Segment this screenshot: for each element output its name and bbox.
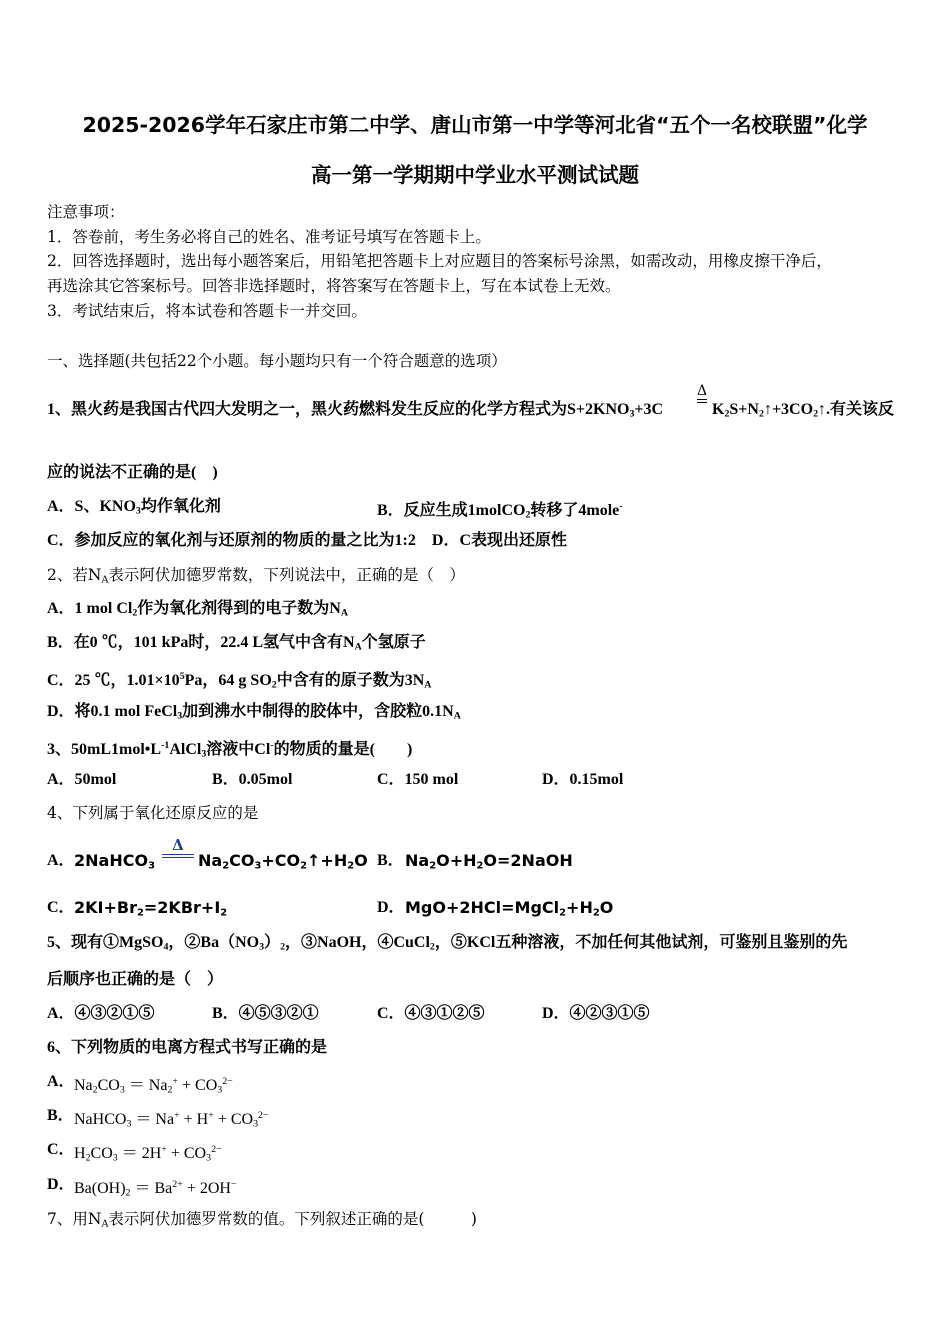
text: C．150 mol (377, 771, 459, 788)
text-cell (74, 1070, 233, 1102)
question-2-option (0, 597, 950, 621)
text-cell (47, 461, 218, 485)
text-cell (47, 1138, 75, 1162)
exam-title-line-1 (0, 110, 950, 137)
superscript: + (208, 1110, 214, 1121)
text: +CO (261, 851, 301, 870)
text: A． (47, 852, 75, 869)
text-cell (405, 849, 573, 878)
text-cell (377, 849, 404, 873)
text: ＝ Na (131, 1110, 175, 1128)
text: A．50mol (47, 771, 117, 788)
question-2-option (0, 665, 950, 689)
text-cell (47, 349, 507, 373)
subscript: 3 (254, 860, 262, 872)
text-cell (74, 1173, 237, 1205)
question-2-stem (0, 563, 950, 587)
question-6-option (0, 1070, 950, 1094)
text: 作为氧化剂得到的电子数为N (137, 600, 341, 617)
subscript: 2 (136, 907, 144, 919)
superscript: − (230, 1179, 237, 1190)
text: + 2OH (182, 1179, 231, 1197)
text: +3C (634, 401, 664, 418)
subscript: 3 (148, 860, 155, 872)
superscript: - (619, 501, 623, 512)
delta-symbol: Δ (696, 383, 708, 399)
text: 3、50mL1mol•L (47, 740, 162, 758)
text: 后顺序也正确的是（ ） (47, 971, 224, 988)
question-2-option (0, 700, 950, 724)
text: B．在0 ℃，101 kPa时，22.4 L氢气中含有N (47, 634, 355, 651)
text: ＝ Na (124, 1076, 168, 1094)
text: D．④②③①⑤ (542, 1005, 650, 1022)
text: Na (74, 1076, 93, 1094)
question-1-stem-cont (0, 461, 950, 485)
text: 2．回答选择题时，选出每小题答案后，用铅笔把答题卡上对应题目的答案标号涂黑，如需改动，用橡皮擦干净后， (47, 252, 832, 270)
text: + CO (213, 1110, 254, 1128)
text-cell (0, 110, 950, 140)
question-1-options (0, 529, 950, 553)
question-1-stem (0, 383, 950, 422)
text-cell (47, 225, 491, 249)
text-cell (212, 768, 292, 792)
text-cell (47, 529, 567, 553)
text-cell (377, 896, 405, 920)
superscript: 5 (179, 671, 185, 682)
text-cell (47, 274, 621, 298)
subscript: 2 (592, 907, 600, 919)
text-cell (47, 398, 663, 426)
subscript: 4 (163, 941, 169, 953)
section-heading (0, 349, 950, 373)
subscript: 3 (201, 748, 207, 760)
text: O (354, 851, 368, 870)
text-cell (47, 896, 75, 920)
text-cell (542, 768, 623, 792)
text-cell (212, 1002, 319, 1026)
question-3-options (0, 768, 950, 792)
subscript: 2 (813, 408, 819, 420)
text: =2KBr+I (143, 898, 221, 917)
text: 2025-2026学年石家庄市第二中学、唐山市第一中学等河北省“五个一名校联盟”化学 (82, 113, 868, 137)
text: 的物质的量是( ) (273, 740, 413, 758)
text-cell (74, 896, 227, 925)
text: CO (90, 1144, 113, 1162)
subscript: 3 (119, 1084, 125, 1096)
text-cell (47, 1207, 477, 1236)
subscript: 2 (92, 1084, 98, 1096)
text: CO (97, 1076, 120, 1094)
text: B．④⑤③②① (212, 1005, 319, 1022)
text: CO (229, 851, 255, 870)
text: A．④③②①⑤ (47, 1005, 155, 1022)
heating-condition-icon (693, 384, 711, 403)
text-cell (47, 849, 75, 873)
subscript: 2 (758, 408, 764, 420)
question-6-option (0, 1104, 950, 1128)
text-cell (47, 768, 116, 792)
text: 5、现有①MgSO (47, 934, 164, 951)
text-cell (198, 849, 368, 878)
text: C．④③①②⑤ (377, 1005, 485, 1022)
text-cell (47, 1036, 327, 1060)
text-cell (47, 700, 461, 728)
question-1-options (0, 495, 950, 519)
text: ＝ 2H (117, 1144, 162, 1162)
subscript: 2 (280, 941, 286, 953)
text: B．0.05mol (212, 771, 293, 788)
subscript: 3 (177, 710, 183, 722)
text: ↑.有关该反 (818, 401, 895, 418)
subscript: 2 (300, 860, 307, 872)
text-cell (47, 1104, 74, 1128)
text: ，⑤KCl五种溶液，不加任何其他试剂，可鉴别且鉴别的先 (434, 934, 848, 951)
text: O=2NaOH (483, 851, 573, 870)
text: B． (47, 1107, 74, 1124)
subscript: 3 (112, 1152, 118, 1164)
subscript: 2 (125, 1187, 131, 1199)
text-cell (542, 1002, 650, 1026)
subscript: 3 (253, 1118, 259, 1130)
text: 高一第一学期期中学业水平测试试题 (311, 163, 639, 187)
text: 个氢原子 (361, 634, 426, 651)
text: +H (566, 898, 593, 917)
text: D． (377, 899, 405, 916)
superscript: + (174, 1110, 180, 1121)
subscript: 3 (259, 941, 265, 953)
notice-item (0, 299, 950, 323)
superscript: 2+ (172, 1179, 183, 1190)
question-7-stem (0, 1207, 950, 1231)
text: 应的说法不正确的是( ) (47, 464, 218, 481)
text: ，②Ba（NO (168, 934, 260, 951)
subscript: 3 (206, 1152, 212, 1164)
text: S+N (729, 401, 759, 418)
subscript: 2 (167, 1084, 173, 1096)
question-4-stem (0, 801, 950, 825)
text-cell (712, 398, 894, 426)
subscript: 3 (217, 1084, 223, 1096)
text: 6、下列物质的电离方程式书写正确的是 (47, 1039, 328, 1056)
text: O (599, 898, 614, 917)
equals-sign (162, 854, 194, 858)
text: 溶液中Cl (206, 740, 271, 758)
subscript: 3 (126, 1118, 132, 1130)
text-cell (0, 160, 950, 190)
question-2-option (0, 631, 950, 655)
question-6-option (0, 1173, 950, 1197)
notice-heading (0, 200, 950, 224)
subscript: 2 (271, 679, 277, 691)
text-cell (47, 631, 426, 659)
text: C．25 ℃，1.01×10 (47, 671, 180, 689)
text: ＝ Ba (130, 1179, 173, 1197)
text: MgO+2HCl=MgCl (405, 898, 560, 917)
subscript: 2 (222, 860, 230, 872)
text-cell (377, 1002, 485, 1026)
text-cell (47, 665, 431, 697)
text: 再选涂其它答案标号。回答非选择题时，将答案写在答题卡上，写在本试卷上无效。 (47, 277, 621, 295)
superscript: - (270, 740, 274, 751)
subscript: A (340, 607, 349, 619)
text: D．0.15mol (542, 771, 624, 788)
text-cell (47, 1070, 75, 1094)
notice-item (0, 249, 950, 273)
text: O+H (436, 851, 477, 870)
subscript: A (424, 679, 432, 691)
text: 表示阿伏加德罗常数，下列说法中，正确的是（ ） (108, 566, 465, 584)
text: NaHCO (74, 1110, 127, 1128)
question-5-stem-cont (0, 968, 950, 992)
exam-title-line-2 (0, 160, 950, 187)
text-cell (47, 931, 847, 959)
subscript: 2 (525, 509, 531, 521)
subscript: A (453, 710, 461, 722)
text: AlCl (169, 740, 202, 758)
text-cell (47, 495, 221, 523)
subscript: 2 (132, 607, 138, 619)
question-5-stem (0, 931, 950, 955)
text-cell (47, 200, 125, 224)
question-4-options (0, 896, 950, 920)
text: 1、黑火药是我国古代四大发明之一，黑火药燃料发生反应的化学方程式为S+2KNO (47, 401, 630, 418)
heating-condition-icon (161, 836, 195, 858)
text: + CO (166, 1144, 207, 1162)
text: H (74, 1144, 86, 1162)
text-cell (74, 1104, 269, 1136)
text: 一、选择题(共包括22个小题。每小题均只有一个符合题意的选项） (47, 352, 507, 370)
superscript: 2− (211, 1144, 222, 1155)
text-cell (377, 768, 458, 792)
subscript: 2 (559, 907, 567, 919)
text: C． (47, 1141, 75, 1158)
superscript: -1 (161, 740, 170, 751)
text: 2NaHCO (74, 851, 149, 870)
subscript: 2 (476, 860, 484, 872)
text-cell (47, 1173, 75, 1197)
text-cell (405, 896, 613, 925)
text: Pa，64 g SO (184, 671, 272, 689)
superscript: + (172, 1076, 179, 1087)
text: 7、用N (47, 1210, 102, 1228)
subscript: 3 (629, 408, 635, 420)
text: B． (377, 852, 404, 869)
notice-item (0, 225, 950, 249)
text: Na (198, 851, 223, 870)
text: C． (47, 899, 75, 916)
subscript: A (101, 574, 109, 586)
subscript: 2 (85, 1152, 91, 1164)
text-cell (74, 849, 155, 878)
text: 2、若N (47, 566, 102, 584)
text-cell (47, 968, 223, 992)
text: Na (405, 851, 430, 870)
text-cell (47, 597, 348, 625)
superscript: 2− (258, 1110, 269, 1121)
text-cell (47, 299, 367, 323)
text-cell (377, 495, 623, 527)
text: 转移了4mole (530, 501, 620, 519)
text: A． (47, 1073, 75, 1090)
subscript: 2 (429, 860, 437, 872)
subscript: A (354, 641, 362, 653)
text: ↑+H (307, 851, 348, 870)
text: C．参加反应的氧化剂与还原剂的物质的量之比为1:2 D．C表现出还原性 (47, 532, 567, 549)
subscript: 2 (220, 907, 228, 919)
text-cell (47, 249, 832, 273)
text-cell (74, 1138, 222, 1170)
question-4-options (0, 836, 950, 873)
text: 中含有的原子数为3N (276, 671, 425, 689)
text: + H (179, 1110, 209, 1128)
question-6-option (0, 1138, 950, 1162)
text: 均作氧化剂 (140, 498, 221, 515)
text-cell (47, 1002, 155, 1026)
text: 2KI+Br (74, 898, 137, 917)
text-cell (47, 801, 258, 825)
text-cell (47, 734, 412, 766)
text: D．将0.1 mol FeCl (47, 703, 178, 720)
subscript: 3 (135, 505, 141, 517)
equals-sign (697, 399, 707, 403)
text: 1．答卷前，考生务必将自己的姓名、准考证号填写在答题卡上。 (47, 228, 491, 246)
superscript: + (161, 1144, 167, 1155)
text: 表示阿伏加德罗常数的值。下列叙述正确的是( ) (108, 1210, 477, 1228)
text-cell (47, 563, 465, 592)
text: K (712, 401, 725, 418)
text: 注意事项： (47, 203, 125, 221)
subscript: 2 (724, 408, 730, 420)
subscript: 2 (429, 941, 435, 953)
text: D． (47, 1176, 75, 1193)
superscript: 2− (222, 1076, 233, 1087)
subscript: 2 (347, 860, 355, 872)
subscript: A (101, 1218, 109, 1230)
text: + CO (178, 1076, 218, 1094)
text: 3．考试结束后，将本试卷和答题卡一并交回。 (47, 302, 367, 320)
notice-item (0, 274, 950, 298)
text: ↑+3CO (763, 401, 814, 418)
question-5-options (0, 1002, 950, 1026)
text: A．S、KNO (47, 498, 136, 515)
text: 4、下列属于氧化还原反应的是 (47, 804, 259, 822)
text: ，③NaOH，④CuCl (285, 934, 430, 951)
text: ） (264, 934, 281, 951)
question-6-stem (0, 1036, 950, 1060)
text: Ba(OH) (74, 1179, 126, 1197)
delta-symbol: Δ (172, 836, 184, 854)
question-3-stem (0, 734, 950, 758)
text: 加到沸水中制得的胶体中，含胶粒0.1N (182, 703, 454, 720)
text: B．反应生成1molCO (377, 501, 526, 519)
text: A．1 mol Cl (47, 600, 133, 617)
